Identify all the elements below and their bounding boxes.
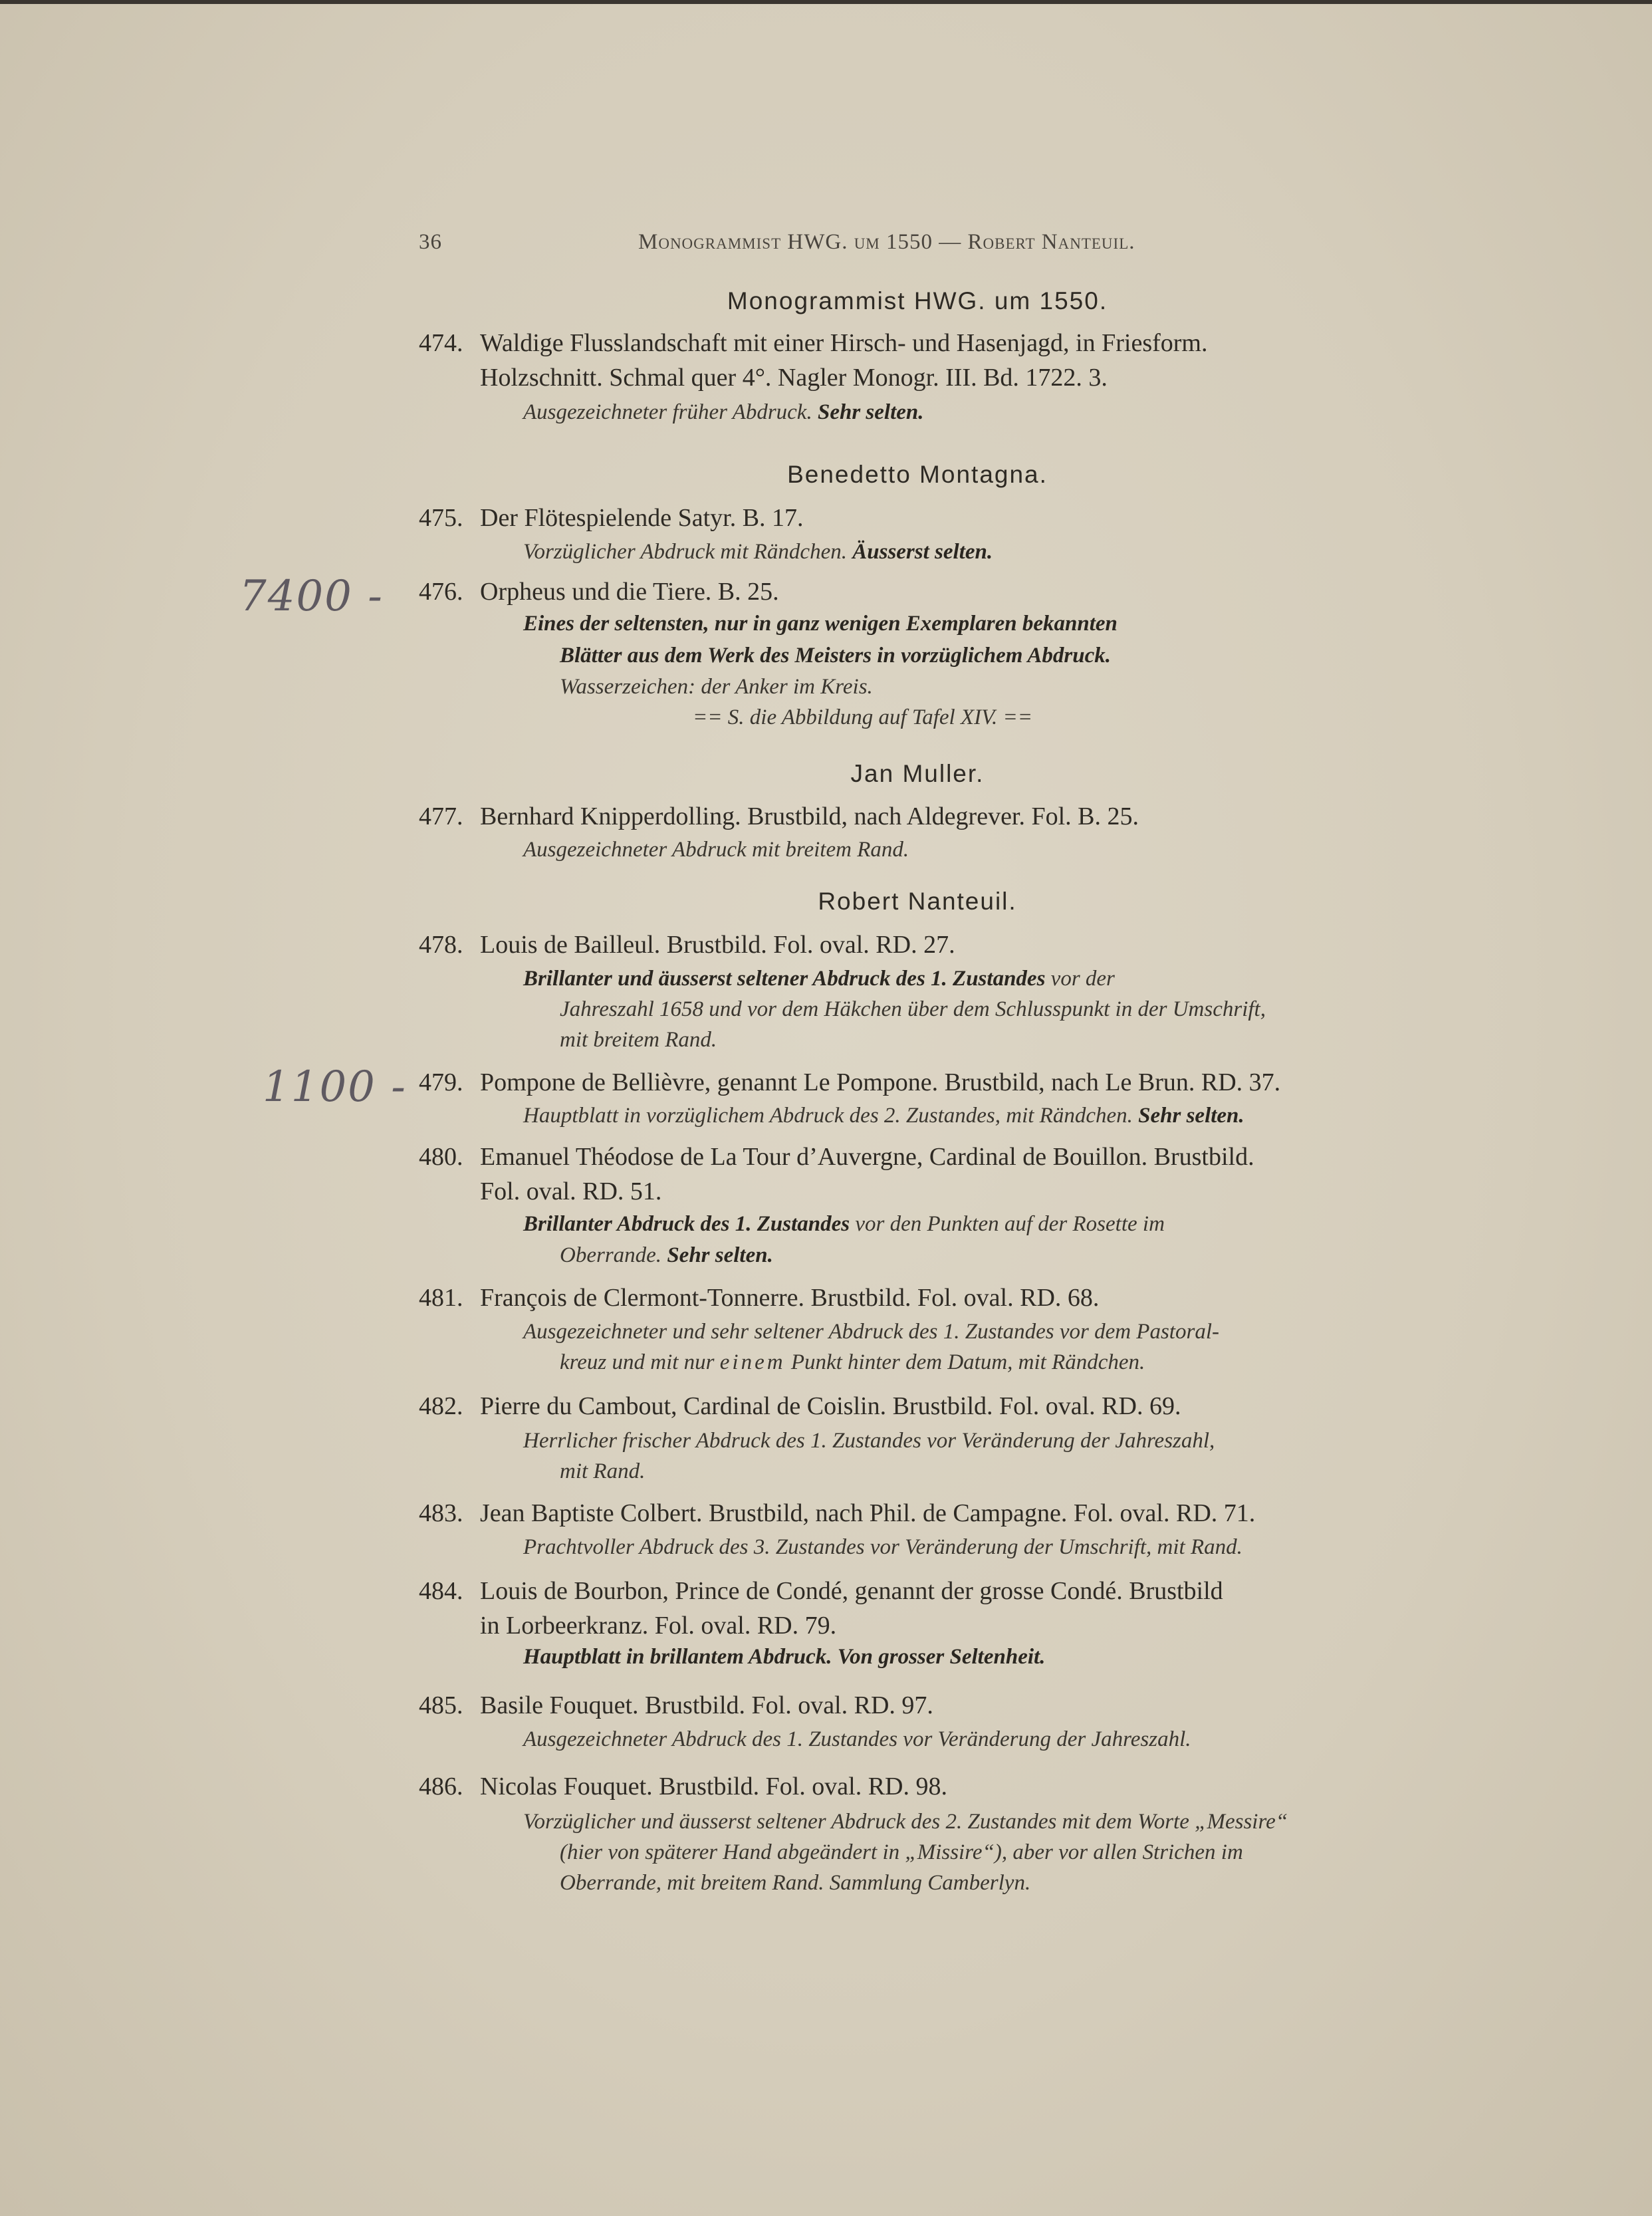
entry-476-line1 [419,577,779,606]
note-text: vor der [1045,967,1115,991]
entry-title: Der Flötespielende Satyr. B. 17. [480,504,804,532]
entry-485-line1 [419,1691,933,1720]
section-heading-muller: Jan Muller. [850,760,985,787]
entry-number: 478. [419,931,463,959]
note-emphasis: Sehr selten. [817,400,924,424]
page-number: 36 [419,230,442,254]
top-border [0,0,1652,4]
handwritten-price-476: 7400 - [239,572,384,621]
entry-476-bold2: Blätter aus dem Werk des Meisters in vorzüglichem Abdruck. [560,644,1112,668]
page-header [419,230,1416,263]
note-spaced: einem [719,1350,786,1374]
entry-number: 476. [419,578,463,606]
note-text: kreuz und mit nur [560,1350,720,1374]
entry-number: 474. [419,329,463,357]
entry-478-line1 [419,930,955,959]
entry-title: Bernhard Knipperdolling. Brustbild, nach Aldegrever. Fol. B. 25. [480,802,1139,830]
entry-474-note [523,400,924,425]
entry-484-note: Hauptblatt in brillantem Abdruck. Von grosser Seltenheit. [523,1645,1046,1669]
entry-477-note: Ausgezeichneter Abdruck mit breitem Rand. [523,838,909,862]
entry-484-line2: in Lorbeerkranz. Fol. oval. RD. 79. [480,1612,837,1640]
entry-475-line1 [419,503,804,533]
entry-title: Louis de Bourbon, Prince de Condé, genannt der grosse Condé. Brustbild [480,1577,1223,1605]
note-emphasis: Äusserst selten. [852,540,993,564]
entry-479-note [523,1104,1244,1128]
entry-title: Emanuel Théodose de La Tour d’Auvergne, Cardinal de Bouillon. Brustbild. [480,1143,1254,1171]
entry-480-line1 [419,1142,1254,1171]
entry-480-note2 [560,1243,773,1268]
entry-478-note1 [523,967,1115,991]
note-emphasis: Brillanter und äusserst seltener Abdruck des 1. Zustandes [523,967,1046,991]
entry-482-line1 [419,1392,1181,1421]
handwritten-price-479: 1100 - [263,1062,407,1112]
entry-486-line1 [419,1772,947,1801]
entry-title: Nicolas Fouquet. Brustbild. Fol. oval. RD. 98. [480,1773,947,1800]
entry-title: Waldige Flusslandschaft mit einer Hirsch- und Hasenjagd, in Friesform. [480,329,1208,357]
note-text: Vorzüglicher Abdruck mit Rändchen. [523,540,853,564]
entry-number: 477. [419,802,463,830]
entry-number: 481. [419,1284,463,1312]
entry-474-line2: Holzschnitt. Schmal quer 4°. Nagler Monogr. III. Bd. 1722. 3. [480,364,1108,392]
note-emphasis: Sehr selten. [1138,1104,1244,1128]
entry-482-note2: mit Rand. [560,1459,646,1483]
entry-479-line1 [419,1068,1280,1097]
entry-481-note2 [560,1350,1145,1375]
note-text: Punkt hinter dem Datum, mit Rändchen. [785,1350,1145,1374]
entry-number: 480. [419,1143,463,1171]
entry-478-note2: Jahreszahl 1658 und vor dem Häkchen über dem Schlusspunkt in der Umschrift, [560,997,1266,1021]
entry-number: 485. [419,1691,463,1719]
section-heading-nanteuil: Robert Nanteuil. [818,888,1017,915]
entry-title: François de Clermont-Tonnerre. Brustbild. Fol. oval. RD. 68. [480,1284,1100,1312]
entry-483-note: Prachtvoller Abdruck des 3. Zustandes vor Veränderung der Umschrift, mit Rand. [523,1535,1242,1559]
entry-title: Pompone de Bellièvre, genannt Le Pompone. Brustbild, nach Le Brun. RD. 37. [480,1068,1281,1096]
running-title: Monogrammist HWG. um 1550 — Robert Nanteuil. [638,230,1135,254]
section-heading-montagna: Benedetto Montagna. [787,461,1048,488]
entry-number: 484. [419,1577,463,1605]
entry-title: Jean Baptiste Colbert. Brustbild, nach Phil. de Campagne. Fol. oval. RD. 71. [480,1499,1256,1527]
section-heading-hwg: Monogrammist HWG. um 1550. [727,287,1108,314]
entry-477-line1 [419,802,1139,831]
entry-475-note [523,540,993,564]
entry-481-line1 [419,1283,1099,1312]
entry-480-note1 [523,1212,1165,1237]
note-text: vor den Punkten auf der Rosette im [850,1212,1165,1236]
entry-number: 483. [419,1499,463,1527]
entry-483-line1 [419,1499,1255,1528]
note-text: Hauptblatt in vorzüglichem Abdruck des 2. Zustandes, mit Rändchen. [523,1104,1139,1128]
entry-476-note1: Wasserzeichen: der Anker im Kreis. [560,675,873,699]
entry-486-note3: Oberrande, mit breitem Rand. Sammlung Camberlyn. [560,1871,1031,1895]
entry-title: Pierre du Cambout, Cardinal de Coislin. Brustbild. Fol. oval. RD. 69. [480,1392,1181,1420]
entry-485-note: Ausgezeichneter Abdruck des 1. Zustandes vor Veränderung der Jahreszahl. [523,1727,1191,1751]
entry-title: Orpheus und die Tiere. B. 25. [480,578,779,606]
entry-486-note2: (hier von späterer Hand abgeändert in „Missire“), aber vor allen Strichen im [560,1840,1243,1864]
entry-number: 482. [419,1392,463,1420]
entry-number: 479. [419,1068,463,1096]
note-text: Ausgezeichneter früher Abdruck. [523,400,818,424]
entry-482-note1: Herrlicher frischer Abdruck des 1. Zustandes vor Veränderung der Jahreszahl, [523,1429,1215,1453]
entry-title: Basile Fouquet. Brustbild. Fol. oval. RD. 97. [480,1691,933,1719]
note-emphasis: Brillanter Abdruck des 1. Zustandes [523,1212,850,1236]
entry-title: Louis de Bailleul. Brustbild. Fol. oval. RD. 27. [480,931,955,959]
entry-number: 486. [419,1773,463,1800]
entry-481-note1: Ausgezeichneter und sehr seltener Abdruck des 1. Zustandes vor dem Pastoral- [523,1320,1219,1344]
entry-476-note2: == S. die Abbildung auf Tafel XIV. == [693,705,1033,729]
entry-476-bold1: Eines der seltensten, nur in ganz wenigen Exemplaren bekannten [523,612,1118,636]
entry-number: 475. [419,504,463,532]
note-text: Oberrande. [560,1243,667,1267]
entry-478-note3: mit breitem Rand. [560,1028,717,1052]
entry-484-line1 [419,1576,1223,1606]
entry-474-line1 [419,328,1208,358]
entry-486-note1: Vorzüglicher und äusserst seltener Abdruck des 2. Zustandes mit dem Worte „Messire“ [523,1810,1288,1834]
entry-480-line2: Fol. oval. RD. 51. [480,1177,662,1205]
note-emphasis: Sehr selten. [667,1243,773,1267]
